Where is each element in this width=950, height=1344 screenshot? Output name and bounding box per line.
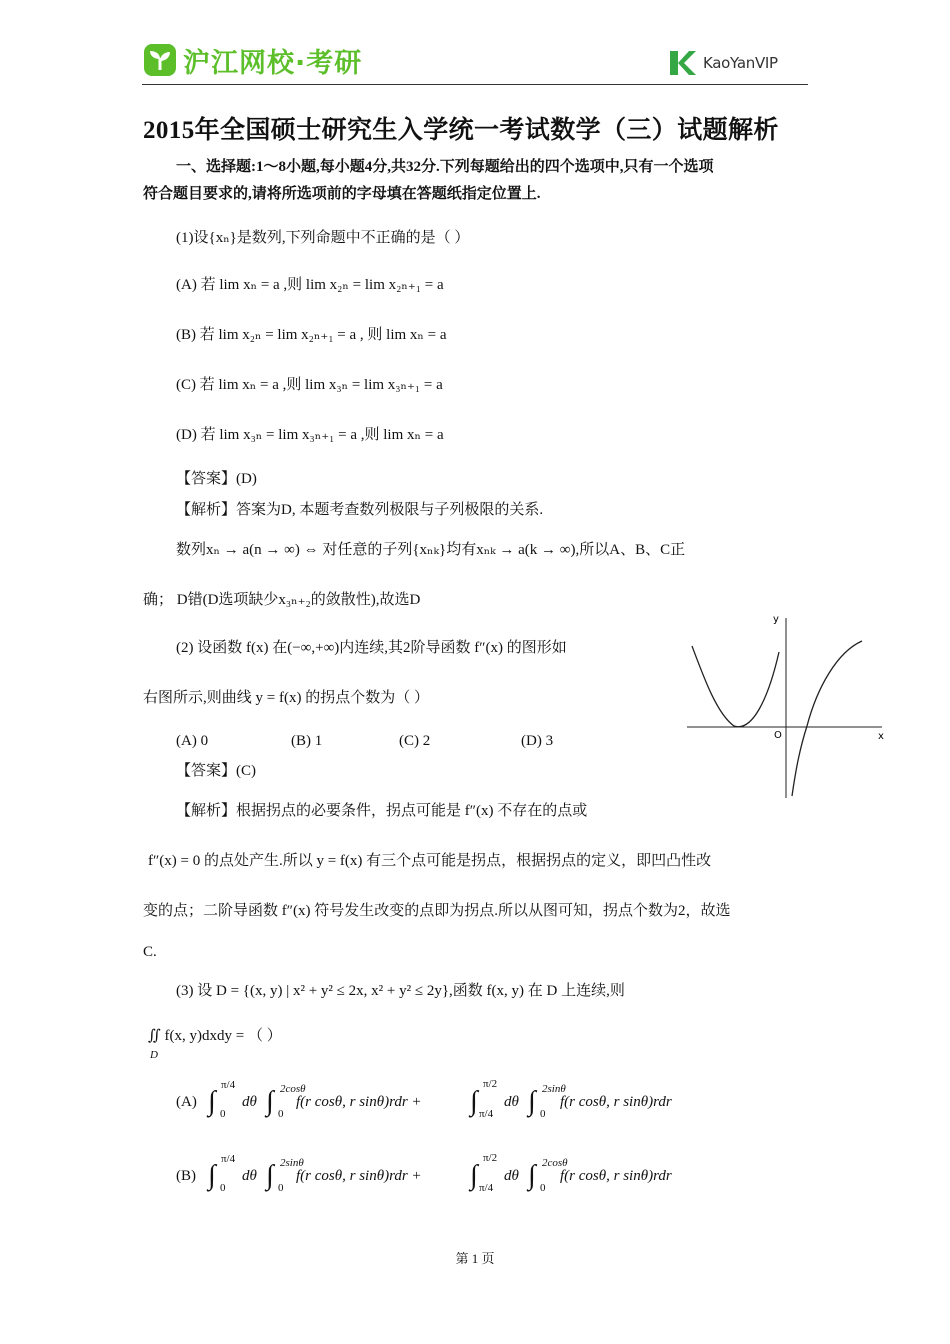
integral-sign: ∫ xyxy=(208,1160,216,1191)
limit-lower: 0 xyxy=(220,1108,226,1120)
limit-lower: 0 xyxy=(278,1182,284,1194)
q3-region-sub: D xyxy=(150,1049,158,1061)
y-axis-label: y xyxy=(773,614,779,625)
q1-analysis-1: 【解析】答案为D, 本题考查数列极限与子列极限的关系. xyxy=(176,502,544,518)
brand-logo-hujiang xyxy=(143,42,362,78)
q1-option-c: (C) 若 lim xₙ = a ,则 lim x₃ₙ = lim x₃ₙ₊₁ = a xyxy=(176,377,443,393)
limit-lower: 0 xyxy=(540,1182,546,1194)
q2-analysis-4: C. xyxy=(143,944,157,960)
limit-upper: 2cosθ xyxy=(280,1083,306,1095)
limit-upper: π/4 xyxy=(221,1079,236,1091)
limit-lower: 0 xyxy=(540,1108,546,1120)
limit-upper: 2sinθ xyxy=(280,1157,304,1169)
second-derivative-graph xyxy=(682,608,892,804)
limit-upper: π/4 xyxy=(221,1153,236,1165)
integral-sign: ∫ xyxy=(266,1160,274,1191)
integral-sign: ∫ xyxy=(528,1086,536,1117)
q1-option-d: (D) 若 lim x₃ₙ = lim x₃ₙ₊₁ = a ,则 lim xₙ = a xyxy=(176,427,444,443)
q2-stem-1: (2) 设函数 f(x) 在(−∞,+∞)内连续,其2阶导函数 f″(x) 的图形如 xyxy=(176,640,567,656)
x-axis-label: x xyxy=(878,731,884,742)
q2-answer: 【答案】(C) xyxy=(176,763,256,779)
limit-upper: 2sinθ xyxy=(542,1083,566,1095)
q2-stem-2: 右图所示,则曲线 y = f(x) 的拐点个数为（ ） xyxy=(143,690,429,706)
q1-analysis-2: 数列xₙ → a(n → ∞) ⇔ 对任意的子列{xₙₖ}均有xₙₖ → a(k → ∞),所以A、B、C正 xyxy=(176,542,686,558)
q3-option-a-label: (A) xyxy=(176,1094,197,1110)
q2-analysis-1: 【解析】根据拐点的必要条件，拐点可能是 f″(x) 不存在的点或 xyxy=(176,803,588,819)
integrand: f(r cosθ, r sinθ)rdr + xyxy=(296,1168,422,1184)
q1-analysis-3: 确； D错(D选项缺少x₃ₙ₊₂的敛散性),故选D xyxy=(143,592,421,608)
dtheta: dθ xyxy=(242,1094,257,1110)
limit-lower: π/4 xyxy=(479,1182,494,1194)
q3-option-b xyxy=(176,1152,776,1202)
limit-lower: 0 xyxy=(278,1108,284,1120)
page-number: 第 1 页 xyxy=(455,1251,495,1266)
q3-stem-1: (3) 设 D = {(x, y) | x² + y² ≤ 2x, x² + y² ≤ 2y},函数 f(x, y) 在 D 上连续,则 xyxy=(176,983,625,999)
integral-sign: ∫ xyxy=(470,1086,478,1117)
limit-lower: π/4 xyxy=(479,1108,494,1120)
integral-sign: ∫ xyxy=(266,1086,274,1117)
sprout-icon xyxy=(143,43,177,77)
integral-sign: ∫ xyxy=(470,1160,478,1191)
intro-line-1: 一、选择题:1～8小题,每小题4分,共32分.下列每题给出的四个选项中,只有一个选项 xyxy=(176,159,714,175)
q1-option-b: (B) 若 lim x₂ₙ = lim x₂ₙ₊₁ = a , 则 lim xₙ = a xyxy=(176,327,447,343)
kaoyanvip-name: KaoYanVIP xyxy=(703,54,778,72)
dtheta: dθ xyxy=(504,1168,519,1184)
k-logo-icon xyxy=(667,48,697,78)
brand-name: 沪江网校·考研 xyxy=(183,47,363,79)
brand-logo-kaoyanvip xyxy=(667,48,778,78)
header-divider xyxy=(142,84,808,85)
dtheta: dθ xyxy=(242,1168,257,1184)
limit-lower: 0 xyxy=(220,1182,226,1194)
q1-answer: 【答案】(D) xyxy=(176,471,257,487)
integral-sign: ∫ xyxy=(208,1086,216,1117)
q2-option-b: (B) 1 xyxy=(291,733,323,749)
integrand: f(r cosθ, r sinθ)rdr xyxy=(560,1168,672,1184)
q2-analysis-3: 变的点；二阶导函数 f″(x) 符号发生改变的点即为拐点.所以从图可知，拐点个数为2，故选 xyxy=(143,903,731,919)
origin-label: O xyxy=(774,730,782,741)
q1-stem: (1)设{xₙ}是数列,下列命题中不正确的是（ ） xyxy=(176,230,470,246)
q2-analysis-2: f″(x) = 0 的点处产生.所以 y = f(x) 有三个点可能是拐点，根据拐点的定义，即凹凸性改 xyxy=(148,853,712,869)
integrand: f(r cosθ, r sinθ)rdr xyxy=(560,1094,672,1110)
limit-upper: 2cosθ xyxy=(542,1157,568,1169)
integrand: f(r cosθ, r sinθ)rdr + xyxy=(296,1094,422,1110)
q2-option-c: (C) 2 xyxy=(399,733,431,749)
q1-option-a: (A) 若 lim xₙ = a ,则 lim x₂ₙ = lim x₂ₙ₊₁ = a xyxy=(176,277,444,293)
curve-right-branch xyxy=(792,641,862,796)
page-title: 2015年全国硕士研究生入学统一考试数学（三）试题解析 xyxy=(143,117,779,144)
limit-upper: π/2 xyxy=(483,1078,498,1090)
curve-left-branch xyxy=(692,646,779,727)
q2-option-a: (A) 0 xyxy=(176,733,209,749)
limit-upper: π/2 xyxy=(483,1152,498,1164)
q3-stem-2: ∬ f(x, y)dxdy = （ ） xyxy=(148,1028,282,1044)
q3-option-b-label: (B) xyxy=(176,1168,196,1184)
integral-sign: ∫ xyxy=(528,1160,536,1191)
intro-line-2: 符合题目要求的,请将所选项前的字母填在答题纸指定位置上. xyxy=(143,186,541,202)
q3-option-a xyxy=(176,1078,776,1128)
dtheta: dθ xyxy=(504,1094,519,1110)
q2-option-d: (D) 3 xyxy=(521,733,554,749)
